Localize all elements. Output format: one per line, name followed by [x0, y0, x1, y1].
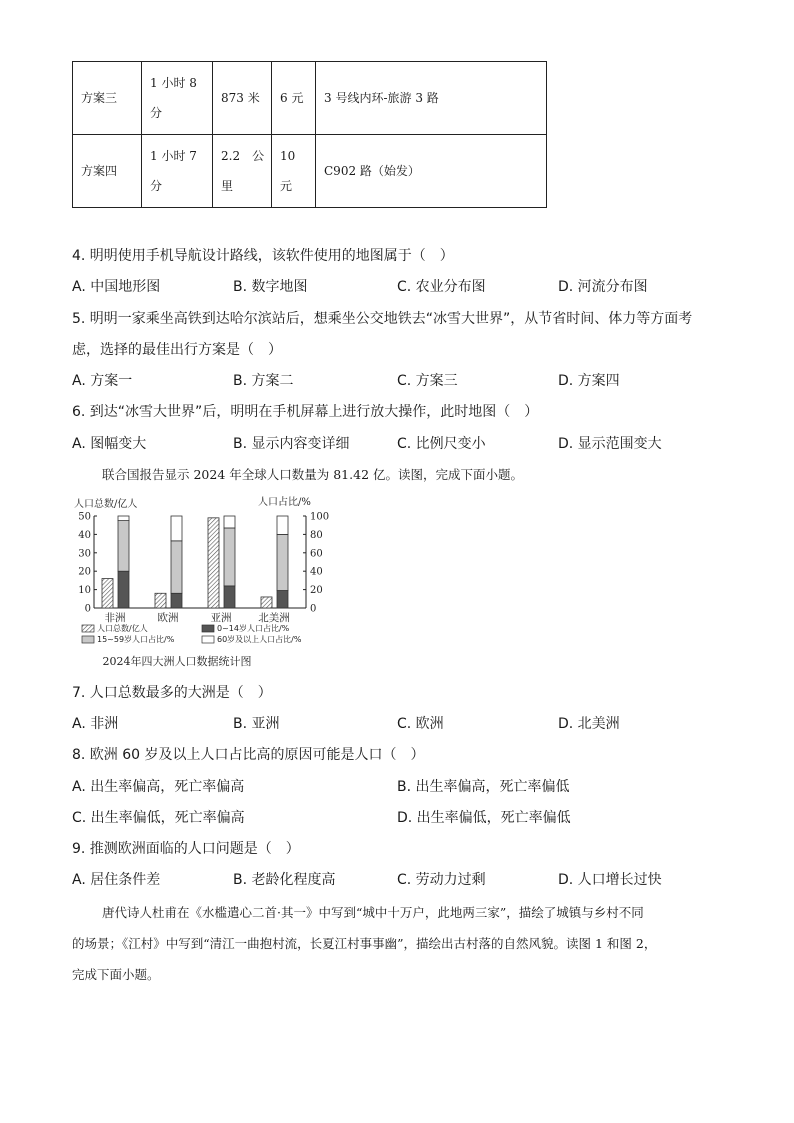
legend-swatch: [82, 636, 94, 643]
time-cell: [142, 135, 213, 208]
y-tick-label-right: 20: [310, 585, 323, 597]
x-tick-label: 欧洲: [157, 612, 179, 624]
route-text: C902 路（始发）: [324, 164, 420, 178]
q6-option-c[interactable]: C. 比例尺变小: [397, 436, 486, 452]
time-line2: 分: [150, 106, 163, 120]
bar-segment-age-0-14: [118, 571, 129, 608]
y-tick-label-left: 30: [78, 548, 91, 560]
q9-option-b[interactable]: B. 老龄化程度高: [233, 872, 336, 888]
bar-segment-age-60-plus: [277, 516, 288, 534]
q4-option-b[interactable]: B. 数字地图: [233, 279, 308, 295]
y-tick-label-right: 0: [310, 603, 317, 615]
time-line1: 1 小时 7: [150, 149, 197, 163]
bar-segment-age-60-plus: [171, 516, 182, 541]
time-line2: 分: [150, 179, 163, 193]
bar-segment-age-60-plus: [118, 516, 129, 521]
time-cell: [142, 62, 213, 135]
q8-option-b[interactable]: B. 出生率偏高，死亡率偏低: [397, 779, 570, 795]
distance-line1: 2.2 公: [221, 149, 265, 163]
chart-intro: 联合国报告显示 2024 年全球人口数量为 81.42 亿。读图，完成下面小题。: [102, 467, 523, 482]
plan-label: 方案四: [81, 164, 118, 178]
q5-option-b[interactable]: B. 方案二: [233, 373, 294, 389]
q9-option-a[interactable]: A. 居住条件差: [72, 872, 161, 888]
time-line1: 1 小时 8: [150, 76, 197, 90]
legend-label: 人口总数/亿人: [97, 624, 148, 633]
q4-option-a[interactable]: A. 中国地形图: [72, 279, 161, 295]
q9-option-d[interactable]: D. 人口增长过快: [558, 872, 662, 888]
bar-total-population: [261, 597, 272, 608]
bar-total-population: [155, 593, 166, 608]
q5-option-d[interactable]: D. 方案四: [558, 373, 620, 389]
bar-segment-age-15-59: [118, 521, 129, 572]
q5-option-a[interactable]: A. 方案一: [72, 373, 133, 389]
q7-option-a[interactable]: A. 非洲: [72, 716, 119, 732]
price-cell: [272, 62, 316, 135]
bar-segment-age-0-14: [171, 593, 182, 608]
distance-line1: 873 米: [221, 91, 260, 105]
bar-segment-age-60-plus: [224, 516, 235, 528]
q5-stem-line1: 5. 明明一家乘坐高铁到达哈尔滨站后，想乘坐公交地铁去“冰雪大世界”，从节省时间、体力等方面考: [72, 311, 693, 327]
q7-stem: 7. 人口总数最多的大洲是（ ）: [72, 685, 272, 701]
price-line2: 元: [280, 179, 293, 193]
price-line1: 6 元: [280, 91, 304, 105]
legend-swatch: [82, 625, 94, 632]
legend-swatch: [202, 636, 214, 643]
chart-svg: [72, 492, 342, 672]
route-cell: [316, 62, 547, 135]
bar-segment-age-15-59: [224, 528, 235, 586]
bar-total-population: [102, 579, 113, 608]
q5-option-c[interactable]: C. 方案三: [397, 373, 458, 389]
q4-option-d[interactable]: D. 河流分布图: [558, 279, 648, 295]
y-tick-label-left: 40: [78, 529, 91, 541]
y-axis-left-title: 人口总数/亿人: [74, 499, 138, 510]
q8-stem: 8. 欧洲 60 岁及以上人口占比高的原因可能是人口（ ）: [72, 747, 425, 763]
y-tick-label-left: 20: [78, 566, 91, 578]
legend-label: 60岁及以上人口占比/%: [217, 635, 302, 644]
bar-segment-age-15-59: [171, 541, 182, 593]
q6-option-d[interactable]: D. 显示范围变大: [558, 436, 662, 452]
q8-option-a[interactable]: A. 出生率偏高，死亡率偏高: [72, 779, 245, 795]
legend-label: 15~59岁人口占比/%: [97, 635, 175, 644]
q9-stem: 9. 推测欧洲面临的人口问题是（ ）: [72, 841, 300, 857]
bar-segment-age-0-14: [224, 586, 235, 608]
q6-option-a[interactable]: A. 图幅变大: [72, 436, 147, 452]
q4-stem: 4. 明明使用手机导航设计路线，该软件使用的地图属于（ ）: [72, 248, 454, 264]
route-text: 3 号线内环-旅游 3 路: [324, 91, 439, 105]
bar-segment-age-15-59: [277, 534, 288, 590]
table-row: [73, 62, 547, 135]
poem-intro-line3: 完成下面小题。: [72, 967, 160, 982]
y-tick-label-right: 100: [310, 511, 330, 523]
poem-intro-line2: 的场景；《江村》中写到“清江一曲抱村流，长夏江村事事幽”，描绘出古村落的自然风貌。读图 1 和图 2，: [72, 936, 657, 951]
bar-segment-age-0-14: [277, 591, 288, 608]
price-cell: [272, 135, 316, 208]
route-table: [72, 61, 547, 208]
distance-cell: [213, 62, 272, 135]
q7-option-b[interactable]: B. 亚洲: [233, 716, 280, 732]
y-tick-label-right: 80: [310, 529, 323, 541]
q7-option-d[interactable]: D. 北美洲: [558, 716, 620, 732]
plan-cell: [73, 62, 142, 135]
x-tick-label: 非洲: [104, 612, 126, 624]
population-chart: [72, 492, 342, 672]
q6-option-b[interactable]: B. 显示内容变详细: [233, 436, 350, 452]
x-tick-label: 亚洲: [210, 612, 232, 624]
y-axis-right-title: 人口占比/%: [258, 497, 311, 508]
y-tick-label-right: 40: [310, 566, 323, 578]
table-row: [73, 135, 547, 208]
plan-cell: [73, 135, 142, 208]
y-tick-label-right: 60: [310, 548, 323, 560]
legend-swatch: [202, 625, 214, 632]
legend-label: 0~14岁人口占比/%: [217, 624, 290, 633]
distance-cell: [213, 135, 272, 208]
y-tick-label-left: 0: [84, 603, 91, 615]
price-line1: 10: [280, 149, 296, 163]
x-tick-label: 北美洲: [258, 612, 290, 624]
q5-stem-line2: 虑，选择的最佳出行方案是（ ）: [72, 342, 282, 358]
chart-title: 2024年四大洲人口数据统计图: [102, 655, 252, 668]
y-tick-label-left: 10: [78, 585, 91, 597]
q4-option-c[interactable]: C. 农业分布图: [397, 279, 486, 295]
q6-stem: 6. 到达“冰雪大世界”后，明明在手机屏幕上进行放大操作，此时地图（ ）: [72, 404, 539, 420]
q9-option-c[interactable]: C. 劳动力过剩: [397, 872, 486, 888]
q8-option-d[interactable]: D. 出生率偏低，死亡率偏低: [397, 810, 571, 826]
q7-option-c[interactable]: C. 欧洲: [397, 716, 444, 732]
bar-total-population: [208, 518, 219, 608]
y-tick-label-left: 50: [78, 511, 91, 523]
route-cell: [316, 135, 547, 208]
q8-option-c[interactable]: C. 出生率偏低，死亡率偏高: [72, 810, 245, 826]
distance-line2: 里: [221, 179, 234, 193]
plan-label: 方案三: [81, 91, 118, 105]
poem-intro-line1: 唐代诗人杜甫在《水槛遣心二首·其一》中写到“城中十万户，此地两三家”，描绘了城镇与乡村不同: [102, 905, 644, 920]
